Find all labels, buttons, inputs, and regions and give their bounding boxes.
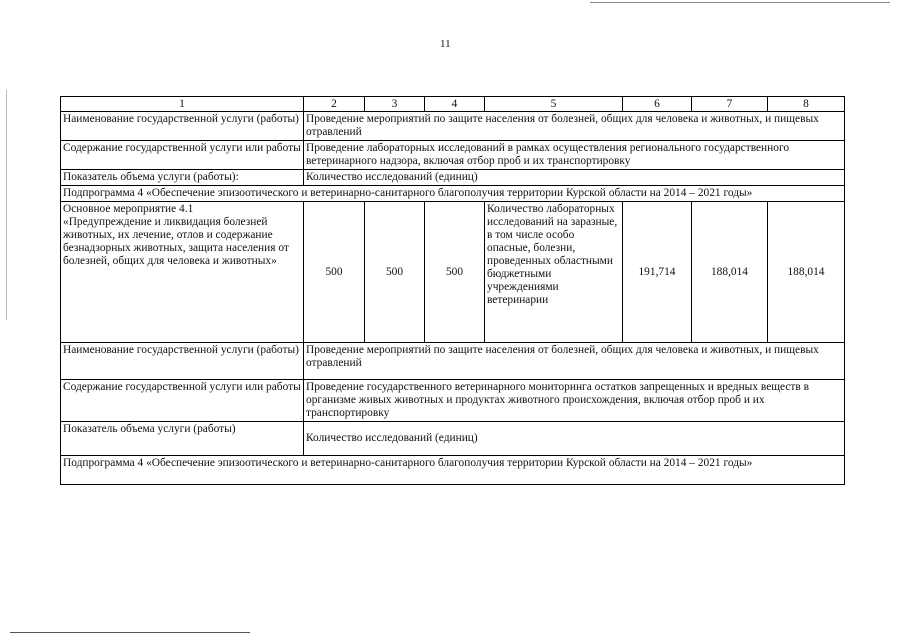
measure-cell [61,202,304,343]
subprogram-row-2 [61,456,845,485]
indicator-label: Показатель объема услуги (работы): [61,170,304,186]
header-col-5: 5 [485,97,623,112]
service-name-value: Проведение мероприятий по защите населения от болезней, общих для человека и животных, и пищевых отравлений [304,112,845,141]
page-number: 11 [440,38,451,50]
measure-indicator-text: Количество лабораторных исследований на заразные, в том числе особо опасные, болезни, проведенных областными бюджетными учреждениями ветеринарии [485,202,623,343]
scan-bottom-line [10,632,250,633]
service-name-row [61,112,845,141]
measure-col-7: 188,014 [692,202,768,343]
measure-description: «Предупреждение и ликвидация болезней животных, их лечение, отлов и содержание безнадзорных животных, защита населения от болезней, общих для человека и животных» [63,216,289,267]
service-content-value: Проведение лабораторных исследований в рамках осуществления регионального государственного ветеринарного надзора, включая отбор проб и их транспортировку [304,141,845,170]
measure-col-2: 500 [304,202,365,343]
service-content-label-2: Содержание государственной услуги или работы [61,380,304,422]
indicator-value: Количество исследований (единиц) [304,170,845,186]
header-col-3: 3 [365,97,425,112]
service-name-value-2: Проведение мероприятий по защите населения от болезней, общих для человека и животных, и пищевых отравлений [304,343,845,380]
header-col-4: 4 [425,97,485,112]
subprogram-title-2: Подпрограмма 4 «Обеспечение эпизоотического и ветеринарно-санитарного благополучия территории Курской области на 2014 – 2021 годы» [61,456,845,485]
program-table [60,96,845,485]
measure-col-3: 500 [365,202,425,343]
measure-row [61,202,845,343]
subprogram-row [61,186,845,202]
header-col-1: 1 [61,97,304,112]
indicator-value-2: Количество исследований (единиц) [304,422,845,456]
service-name-row-2 [61,343,845,380]
service-name-label-2: Наименование государственной услуги (работы) [61,343,304,380]
measure-col-8: 188,014 [768,202,845,343]
indicator-row-2 [61,422,845,456]
measure-col-4: 500 [425,202,485,343]
service-content-row-2 [61,380,845,422]
indicator-label-2: Показатель объема услуги (работы) [61,422,304,456]
service-content-value-2: Проведение государственного ветеринарного мониторинга остатков запрещенных и вредных веществ в организме живых животных и продуктах животного происхождения, включая отбор проб и их транспортировку [304,380,845,422]
header-col-2: 2 [304,97,365,112]
header-col-6: 6 [623,97,692,112]
measure-col-6: 191,714 [623,202,692,343]
indicator-row [61,170,845,186]
header-row [61,97,845,112]
scan-top-line [590,2,890,3]
service-content-row [61,141,845,170]
service-name-label: Наименование государственной услуги (работы) [61,112,304,141]
header-col-7: 7 [692,97,768,112]
scan-left-edge [6,90,7,320]
measure-title: Основное мероприятие 4.1 [63,203,194,215]
header-col-8: 8 [768,97,845,112]
service-content-label: Содержание государственной услуги или работы [61,141,304,170]
subprogram-title: Подпрограмма 4 «Обеспечение эпизоотического и ветеринарно-санитарного благополучия территории Курской области на 2014 – 2021 годы» [61,186,845,202]
